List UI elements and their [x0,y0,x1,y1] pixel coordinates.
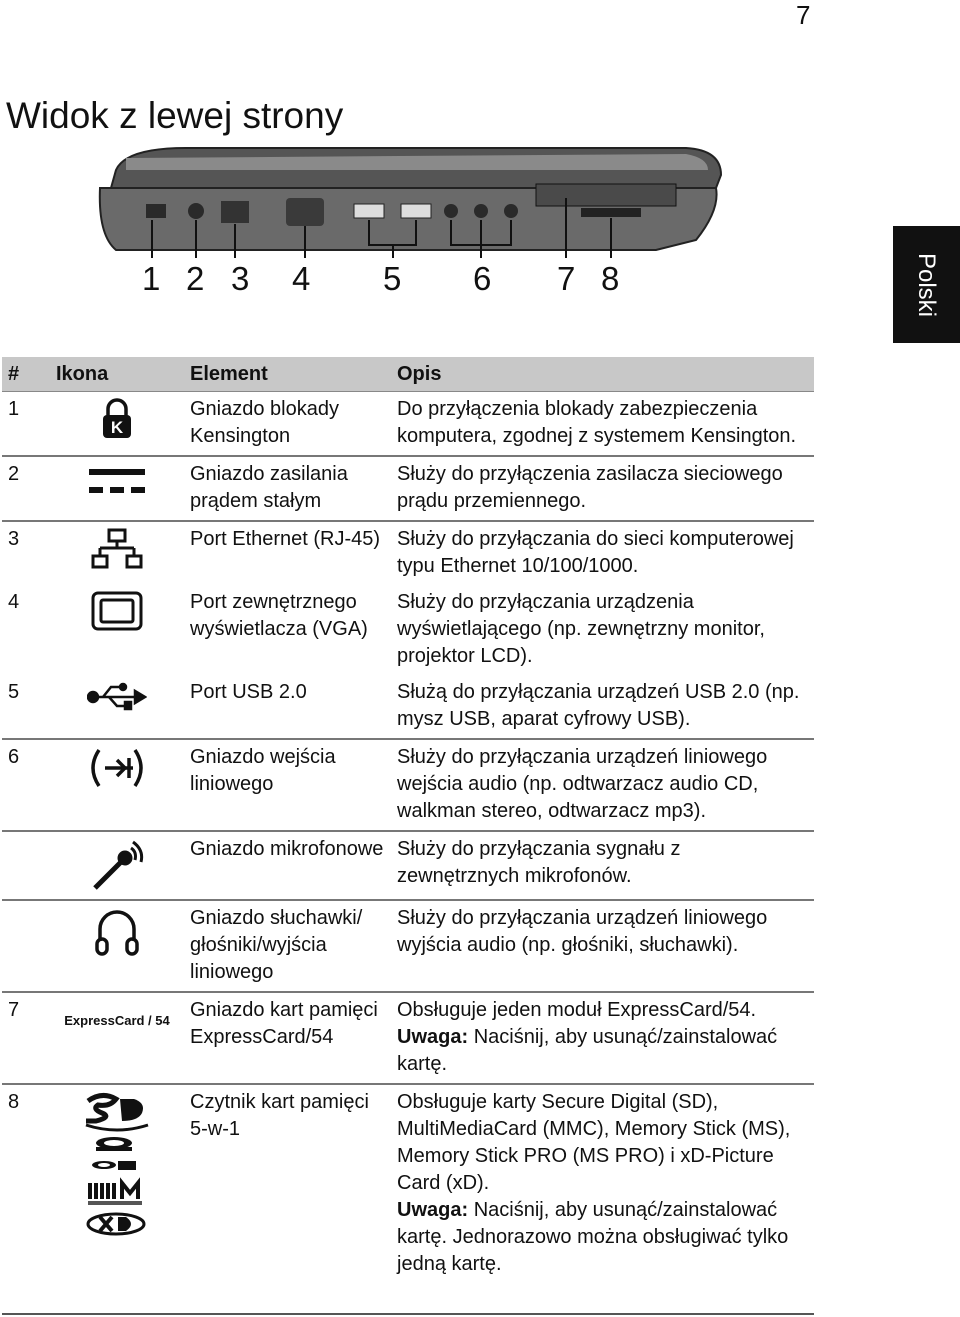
table-bottom-rule [2,1313,814,1315]
row-num: 8 [8,1091,20,1113]
kensington-port [146,204,166,218]
row-num: 4 [8,591,20,613]
header-description: Opis [391,357,814,392]
row-num: 3 [8,528,20,550]
line-in-icon [87,746,147,790]
row-description: Służy do przyłączania urządzeń liniowego wyjścia audio (np. głośniki, słuchawki). [391,900,814,992]
ethernet-icon [91,528,143,572]
note-label: Uwaga: [397,1199,469,1221]
headphones-icon [94,907,140,957]
table-row [2,675,814,739]
table-row [2,1084,814,1283]
table-row [2,585,814,675]
row-num: 5 [2,675,50,739]
page-title: Widok z lewej strony [6,94,344,136]
note-text: Naciśnij, aby usunąć/zainstalować kartę. Jednorazowo można obsługiwać tylko jedną kartę. [397,1199,789,1275]
row-description: Służą do przyłączania urządzeń USB 2.0 (np. mysz USB, aparat cyfrowy USB). [391,675,814,739]
ports-table [2,357,814,1283]
row-element: Gniazdo kart pamięci ExpressCard/54 [184,992,391,1084]
ethernet-port [221,201,249,223]
row-num [2,831,50,900]
port-number-labels [0,260,960,305]
table-row [2,456,814,521]
svg-text:K: K [110,418,124,437]
table-row [2,992,814,1084]
table-row [2,831,814,900]
language-tab-label: Polski [913,252,941,317]
table-row [2,521,814,585]
port-number-3: 3 [231,260,250,297]
row-description: Do przyłączenia blokady zabezpieczenia komputera, zgodnej z systemem Kensington. [391,392,814,457]
port-number-6: 6 [473,260,492,297]
audio-port-2 [474,204,488,218]
row-description: Obsługuje karty Secure Digital (SD), MultiMediaCard (MMC), Memory Stick (MS), Memory Stick PRO (MS PRO) i xD-Picture Card (xD). [397,1091,791,1194]
dc-in-icon [88,463,146,497]
port-number-5: 5 [383,260,402,297]
row-element: Port zewnętrznego wyświetlacza (VGA) [190,591,368,640]
port-number-4: 4 [292,260,311,297]
row-description: Służy do przyłączania do sieci komputerowej typu Ethernet 10/100/1000. [397,528,794,577]
kensington-lock-icon [99,398,135,440]
memory-stick-pro-logo-icon [92,1161,136,1170]
audio-port-3 [504,204,518,218]
note-text: Naciśnij, aby usunąć/zainstalować kartę. [397,1026,778,1075]
row-element: Gniazdo słuchawki/ głośniki/wyjścia liniowego [184,900,391,992]
microphone-icon [89,838,145,894]
header-icon: Ikona [50,357,184,392]
card-reader-slot [581,208,641,217]
vga-icon [91,591,143,631]
usb-port-2 [401,204,431,218]
table-row [2,392,814,457]
row-num: 1 [2,392,50,457]
audio-port-1 [444,204,458,218]
row-num: 7 [2,992,50,1084]
port-number-8: 8 [601,260,620,297]
sd-logo-icon [86,1095,148,1130]
table-row [2,900,814,992]
row-element: Gniazdo wejścia liniowego [184,739,391,831]
usb-icon [87,681,147,711]
expresscard-icon: ExpressCard / 54 [64,1013,170,1028]
row-description: Obsługuje jeden moduł ExpressCard/54. [397,999,757,1021]
header-element: Element [184,357,391,392]
usb-port-1 [354,204,384,218]
table-header-row [2,357,814,392]
mmc-logo-icon [88,1183,142,1205]
row-element: Port USB 2.0 [184,675,391,739]
memory-stick-logo-icon [96,1137,132,1151]
dc-port [188,203,204,219]
row-description: Służy do przyłączania sygnału z zewnętrznych mikrofonów. [391,831,814,900]
row-element: Gniazdo zasilania prądem stałym [184,456,391,521]
vga-port [286,198,324,226]
row-element: Czytnik kart pamięci 5-w-1 [190,1091,369,1140]
row-element: Gniazdo blokady Kensington [184,392,391,457]
row-num [2,900,50,992]
table-row [2,739,814,831]
xd-logo-icon [88,1214,144,1234]
header-num: # [2,357,50,392]
row-description: Służy do przyłączania urządzenia wyświetlającego (np. zewnętrzny monitor, projektor LCD). [397,591,765,667]
port-number-2: 2 [186,260,205,297]
note-label: Uwaga: [397,1026,469,1048]
row-description: Służy do przyłączenia zasilacza sieciowego prądu przemiennego. [391,456,814,521]
row-element: Port Ethernet (RJ-45) [190,528,381,550]
row-description: Służy do przyłączania urządzeń liniowego wejścia audio (np. odtwarzacz audio CD, walkman stereo, odtwarzacz mp3). [391,739,814,831]
port-number-7: 7 [557,260,576,297]
page-number: 7 [796,0,811,30]
row-element: Gniazdo mikrofonowe [184,831,391,900]
card-reader-icon [82,1091,152,1241]
port-number-1: 1 [142,260,161,297]
row-num: 2 [2,456,50,521]
row-num: 6 [2,739,50,831]
